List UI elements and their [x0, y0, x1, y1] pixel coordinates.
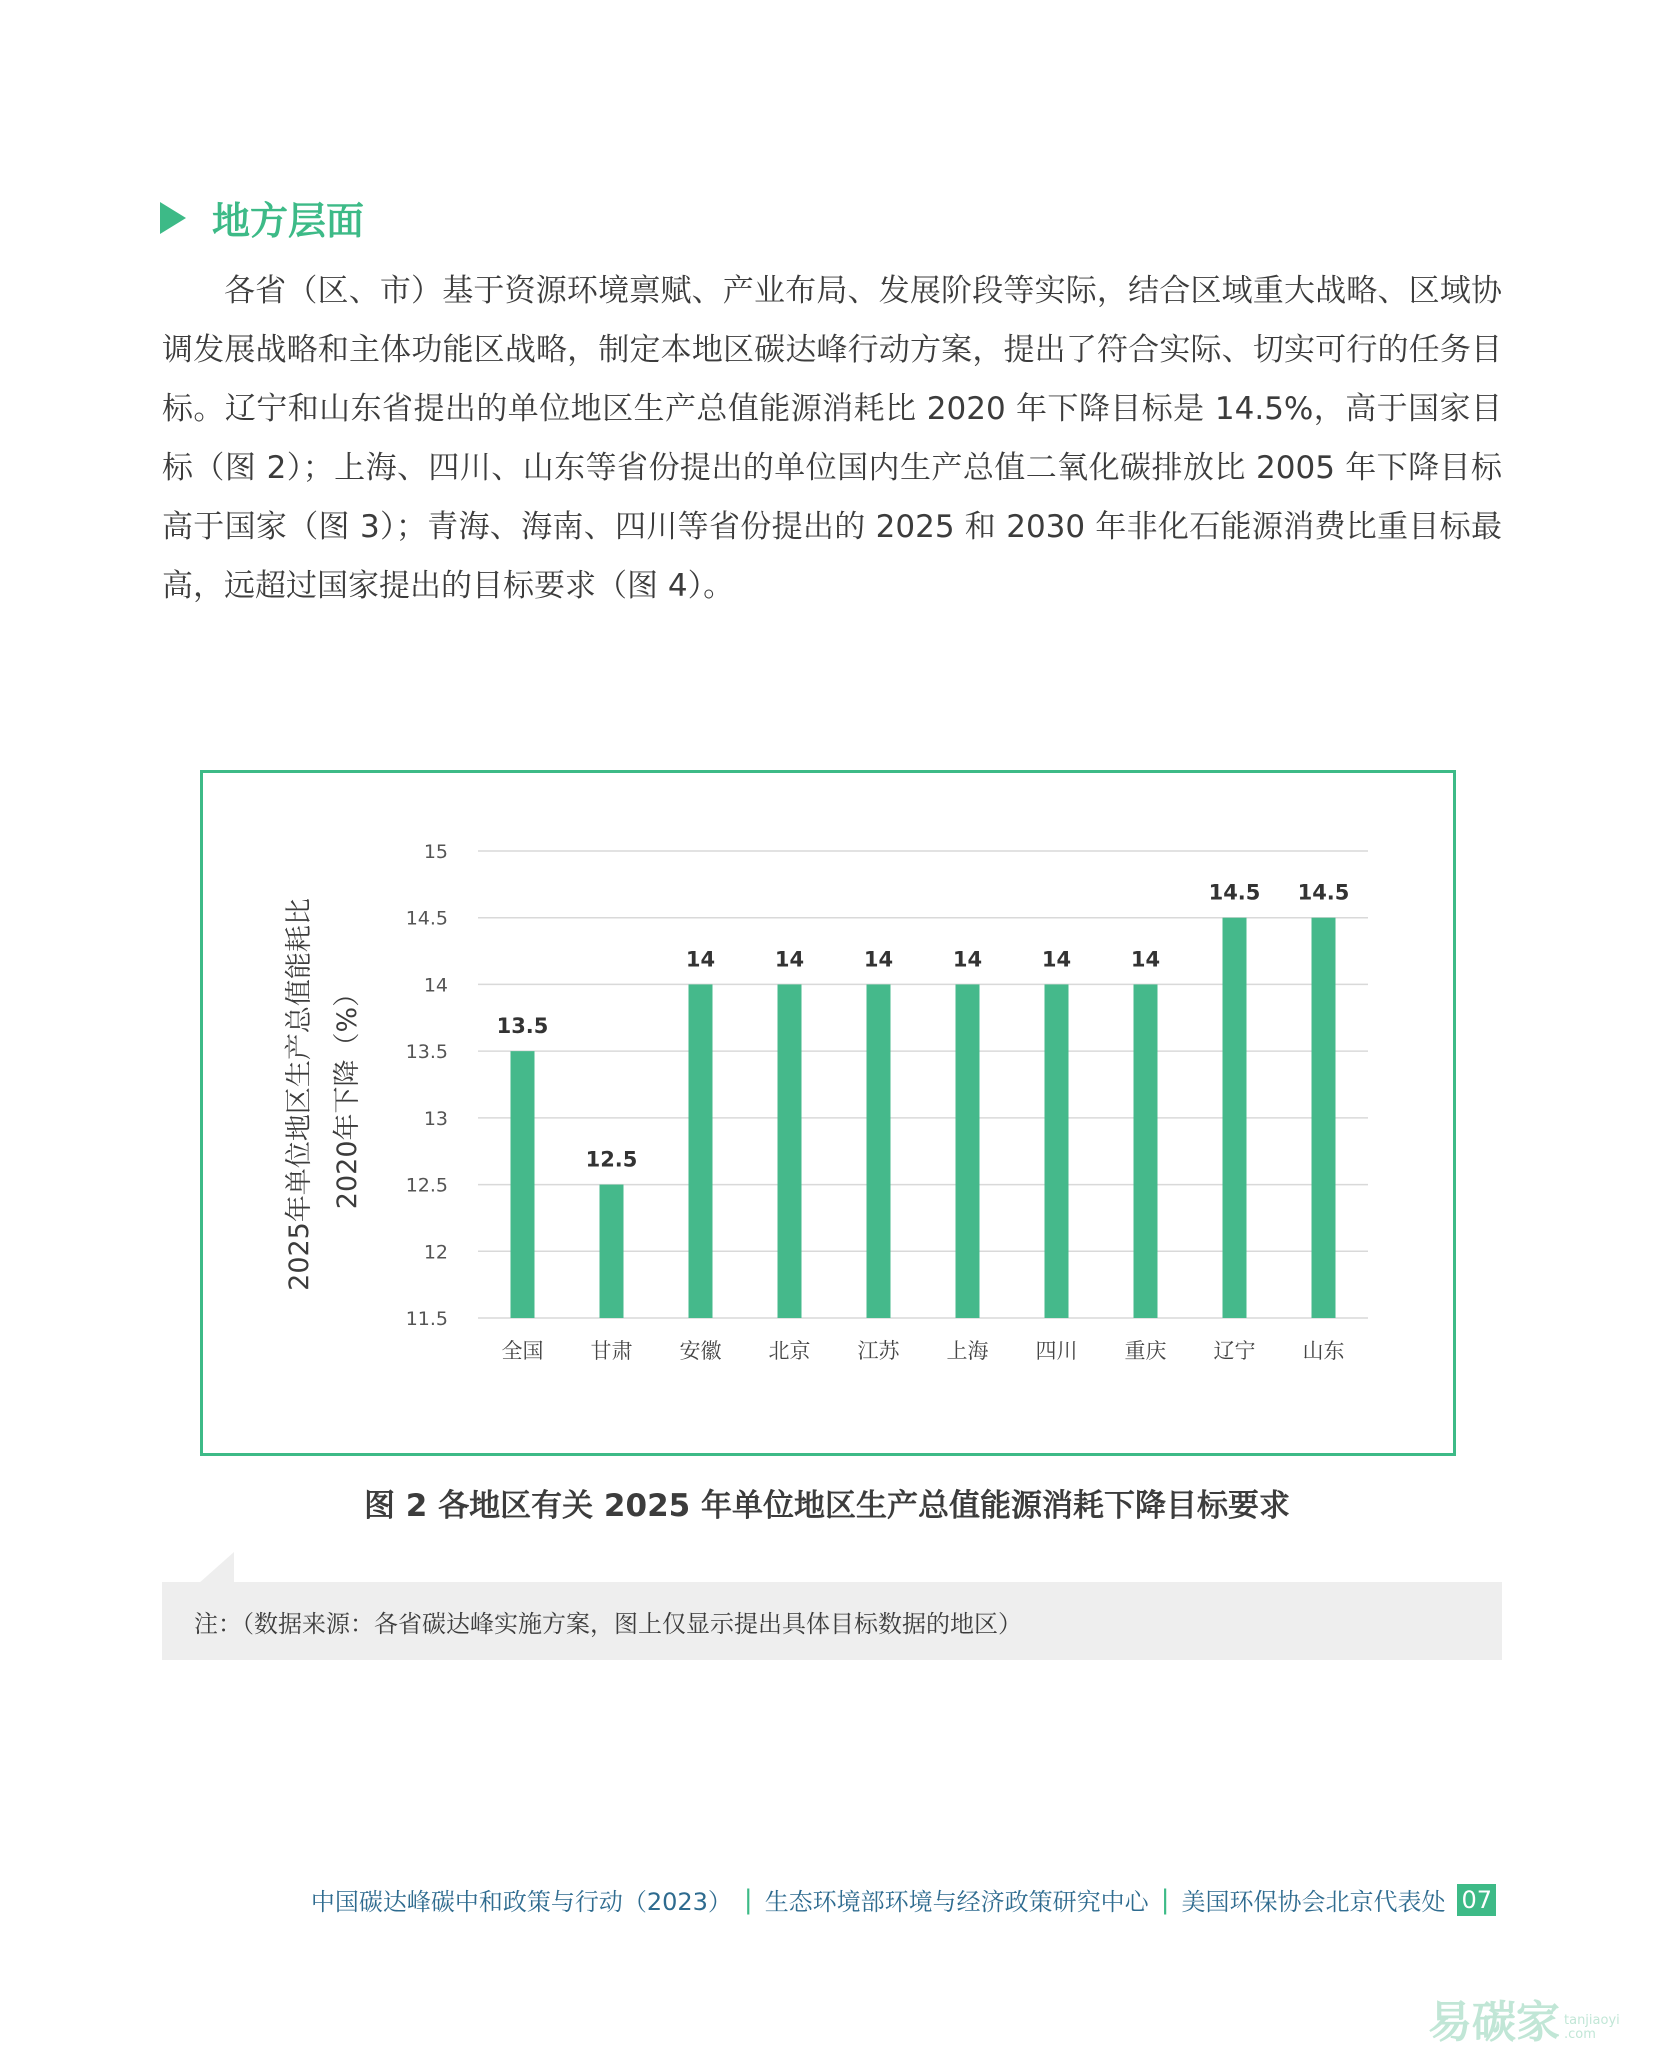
- data-label: 14: [774, 947, 805, 972]
- note-text: 注：（数据来源：各省碳达峰实施方案，图上仅显示提出具体目标数据的地区）: [194, 1609, 1022, 1638]
- note-tab: [198, 1552, 234, 1584]
- y-tick-label: 15: [423, 841, 448, 863]
- x-tick-label: 辽宁: [1213, 1339, 1256, 1363]
- page-number: 07: [1457, 1884, 1496, 1916]
- chart-frame: [200, 770, 1456, 1456]
- bar-chart: [203, 773, 1453, 1453]
- watermark-sub-2: .com: [1564, 2027, 1596, 2042]
- x-tick-label: 北京: [768, 1339, 811, 1363]
- footer-org-2: 美国环保协会北京代表处: [1181, 1888, 1446, 1916]
- data-label: 14: [685, 947, 716, 972]
- y-tick-label: 14: [423, 974, 448, 997]
- x-tick-label: 山东: [1302, 1339, 1345, 1363]
- triangle-bullet-icon: [160, 202, 186, 234]
- footer: [311, 1882, 1496, 1917]
- y-axis-title: 2020年下降（%）: [332, 979, 363, 1210]
- bar: [1312, 918, 1336, 1318]
- data-label: 14: [952, 947, 983, 972]
- data-label: 14: [1130, 947, 1161, 972]
- y-tick-label: 13.5: [405, 1041, 448, 1064]
- body-text: [162, 262, 1502, 616]
- bar: [511, 1051, 535, 1318]
- watermark-logo: [1428, 1986, 1620, 2050]
- data-label: 13.5: [496, 1014, 549, 1039]
- bar: [778, 984, 802, 1318]
- y-tick-label: 12: [423, 1241, 448, 1264]
- bar: [600, 1185, 624, 1318]
- watermark-main: 易碳家: [1428, 1997, 1560, 2048]
- watermark-sub: [1564, 2014, 1620, 2042]
- bar: [1223, 918, 1247, 1318]
- y-axis-title: 2025年单位地区生产总值能耗比: [284, 898, 315, 1291]
- y-tick-label: 13: [423, 1107, 448, 1130]
- footer-separator: |: [1160, 1884, 1170, 1915]
- x-tick-label: 重庆: [1124, 1339, 1167, 1363]
- section-heading: [160, 190, 364, 245]
- note-box: [162, 1582, 1502, 1660]
- bar: [867, 984, 891, 1318]
- x-tick-label: 甘肃: [590, 1339, 633, 1363]
- section-title: 地方层面: [212, 199, 365, 243]
- data-label: 14.5: [1297, 880, 1350, 905]
- bar: [956, 984, 980, 1318]
- x-tick-label: 全国: [501, 1339, 544, 1363]
- data-label: 14: [863, 947, 894, 972]
- footer-title: 中国碳达峰碳中和政策与行动（2023）: [310, 1888, 732, 1916]
- body-paragraph: 各省（区、市）基于资源环境禀赋、产业布局、发展阶段等实际，结合区域重大战略、区域协调发展战略和主体功能区战略，制定本地区碳达峰行动方案，提出了符合实际、切实可行的任务目标。辽宁和山东省提出的单位地区生产总值能源消耗比 2020 年下降目标是 14.5%，高于国家目标（图 2）；上海、四川、山东等省份提出的单位国内生产总值二氧化碳排放比 2005 年下降目标高于国家（图 3）；青海、海南、四川等省份提出的 2025 和 2030 年非化石能源消费比重目标最高，远超过国家提出的目标要求（图 4）。: [162, 273, 1502, 604]
- data-label: 14: [1041, 947, 1072, 972]
- y-tick-label: 11.5: [405, 1308, 448, 1330]
- bar: [1134, 984, 1158, 1318]
- x-tick-label: 上海: [946, 1339, 989, 1363]
- watermark-sub-1: tanjiaoyi: [1564, 2013, 1620, 2028]
- figure-caption: 图 2 各地区有关 2025 年单位地区生产总值能源消耗下降目标要求: [363, 1488, 1291, 1524]
- x-tick-label: 江苏: [857, 1339, 900, 1363]
- footer-separator: |: [743, 1884, 753, 1915]
- y-tick-label: 12.5: [405, 1174, 448, 1197]
- bar: [1045, 984, 1069, 1318]
- bar: [689, 984, 713, 1318]
- footer-org-1: 生态环境部环境与经济政策研究中心: [764, 1888, 1149, 1916]
- x-tick-label: 四川: [1035, 1339, 1078, 1363]
- data-label: 12.5: [585, 1147, 638, 1172]
- x-tick-label: 安徽: [679, 1339, 722, 1363]
- y-tick-label: 14.5: [405, 907, 448, 930]
- data-label: 14.5: [1208, 880, 1261, 905]
